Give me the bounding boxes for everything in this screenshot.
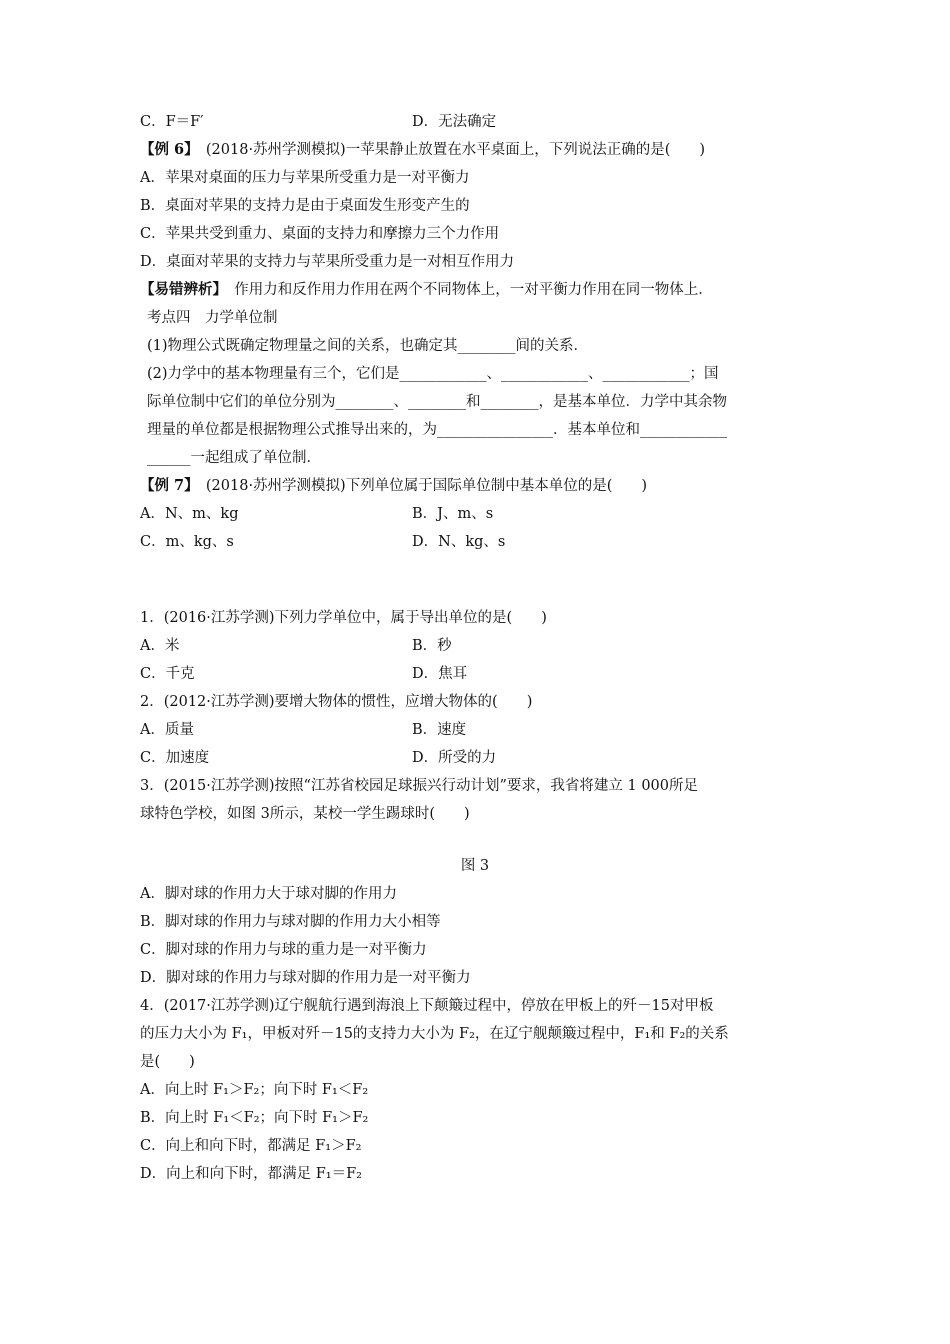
option-right: D．N、kg、s xyxy=(412,534,506,550)
text-line xyxy=(140,476,647,496)
text-line xyxy=(140,168,469,188)
text-line xyxy=(140,692,532,712)
text-line xyxy=(140,252,514,272)
line-text: 的压力大小为 F₁，甲板对歼－15的支持力大小为 F₂，在辽宁舰颠簸过程中，F₁和 F₂的关系 xyxy=(140,1026,729,1042)
line-text: C．苹果共受到重力、桌面的支持力和摩擦力三个力作用 xyxy=(140,226,500,242)
text-line xyxy=(0,856,950,876)
line-text: D．桌面对苹果的支持力与苹果所受重力是一对相互作用力 xyxy=(140,254,515,270)
text-line xyxy=(140,1108,368,1128)
text-line xyxy=(147,364,719,384)
line-text: 球特色学校，如图 3所示，某校一学生踢球时( ) xyxy=(140,806,470,822)
example-tag: 【易错辨析】 xyxy=(140,281,220,298)
text-line xyxy=(140,664,468,684)
line-text: 1．(2016·江苏学测)下列力学单位中，属于导出单位的是( ) xyxy=(140,610,547,626)
text-line xyxy=(140,636,452,656)
line-text: C．向上和向下时，都满足 F₁＞F₂ xyxy=(140,1138,362,1154)
text-line xyxy=(140,1136,361,1156)
text-line xyxy=(147,392,727,412)
line-text: D．脚对球的作用力与球对脚的作用力是一对平衡力 xyxy=(140,970,471,986)
text-line xyxy=(140,140,705,160)
option-left: C．F＝F′ xyxy=(140,114,204,130)
option-right: B．速度 xyxy=(412,722,467,738)
text-line xyxy=(140,224,499,244)
text-line xyxy=(140,504,494,524)
line-text: 考点四 力学单位制 xyxy=(147,310,278,326)
option-left: C．加速度 xyxy=(140,750,210,766)
option-left: A．N、m、kg xyxy=(140,506,239,522)
text-line xyxy=(147,308,278,328)
text-line xyxy=(140,940,427,960)
line-text: 2．(2012·江苏学测)要增大物体的惯性，应增大物体的( ) xyxy=(140,694,533,710)
text-line xyxy=(140,280,713,300)
text-line xyxy=(140,804,470,824)
line-text: 作用力和反作用力作用在两个不同物体上，一对平衡力作用在同一物体上． xyxy=(219,282,713,298)
text-line xyxy=(140,996,714,1016)
text-line xyxy=(140,1164,362,1184)
option-right: D．所受的力 xyxy=(412,750,497,766)
line-text: A．向上时 F₁＞F₂；向下时 F₁＜F₂ xyxy=(140,1082,369,1098)
line-text: (2018·苏州学测模拟)一苹果静止放置在水平桌面上，下列说法正确的是( ) xyxy=(191,142,706,158)
line-text: A．苹果对桌面的压力与苹果所受重力是一对平衡力 xyxy=(140,170,470,186)
option-left: C．千克 xyxy=(140,666,195,682)
text-line xyxy=(140,912,441,932)
text-line xyxy=(140,884,397,904)
text-line xyxy=(147,448,321,468)
text-line xyxy=(140,112,497,132)
option-right: D．无法确定 xyxy=(412,114,497,130)
line-text: B．桌面对苹果的支持力是由于桌面发生形变产生的 xyxy=(140,198,470,214)
line-text: B．脚对球的作用力与球对脚的作用力大小相等 xyxy=(140,914,441,930)
text-line xyxy=(147,420,727,440)
line-text: C．脚对球的作用力与球的重力是一对平衡力 xyxy=(140,942,427,958)
line-text: 际单位制中它们的单位分别为________、________和________，是基本单位．力学中其余物 xyxy=(147,394,727,410)
text-line xyxy=(140,1052,195,1072)
text-line xyxy=(140,1080,368,1100)
text-line xyxy=(140,532,506,552)
option-right: B．秒 xyxy=(412,638,452,654)
line-text: A．脚对球的作用力大于球对脚的作用力 xyxy=(140,886,397,902)
text-line xyxy=(140,608,547,628)
text-line xyxy=(140,968,471,988)
example-tag: 【例 6】 xyxy=(140,141,192,158)
text-line xyxy=(140,196,470,216)
option-right: D．焦耳 xyxy=(412,666,468,682)
line-text: 是( ) xyxy=(140,1054,195,1070)
line-text: 3．(2015·江苏学测)按照“江苏省校园足球振兴行动计划”要求，我省将建立 1 000所足 xyxy=(140,778,698,794)
line-text: D．向上和向下时，都满足 F₁＝F₂ xyxy=(140,1166,362,1182)
line-text: 理量的单位都是根据物理公式推导出来的，为________________．基本单位和____________ xyxy=(147,422,727,438)
text-line xyxy=(140,720,467,740)
line-text: B．向上时 F₁＜F₂；向下时 F₁＞F₂ xyxy=(140,1110,369,1126)
text-line xyxy=(140,748,497,768)
option-left: A．米 xyxy=(140,638,180,654)
example-tag: 【例 7】 xyxy=(140,477,192,494)
text-line xyxy=(147,336,588,356)
line-text: ______一起组成了单位制． xyxy=(147,450,321,466)
text-line xyxy=(140,776,698,796)
figure-caption: 图 3 xyxy=(460,858,490,874)
option-left: C．m、kg、s xyxy=(140,534,234,550)
line-text: (2018·苏州学测模拟)下列单位属于国际单位制中基本单位的是( ) xyxy=(191,478,648,494)
text-line xyxy=(140,1024,729,1044)
line-text: (1)物理公式既确定物理量之间的关系，也确定其________间的关系． xyxy=(147,338,589,354)
line-text: (2)力学中的基本物理量有三个，它们是____________、____________、____________；国 xyxy=(147,366,719,382)
option-right: B．J、m、s xyxy=(412,506,494,522)
option-left: A．质量 xyxy=(140,722,194,738)
line-text: 4．(2017·江苏学测)辽宁舰航行遇到海浪上下颠簸过程中，停放在甲板上的歼－15对甲板 xyxy=(140,998,714,1014)
